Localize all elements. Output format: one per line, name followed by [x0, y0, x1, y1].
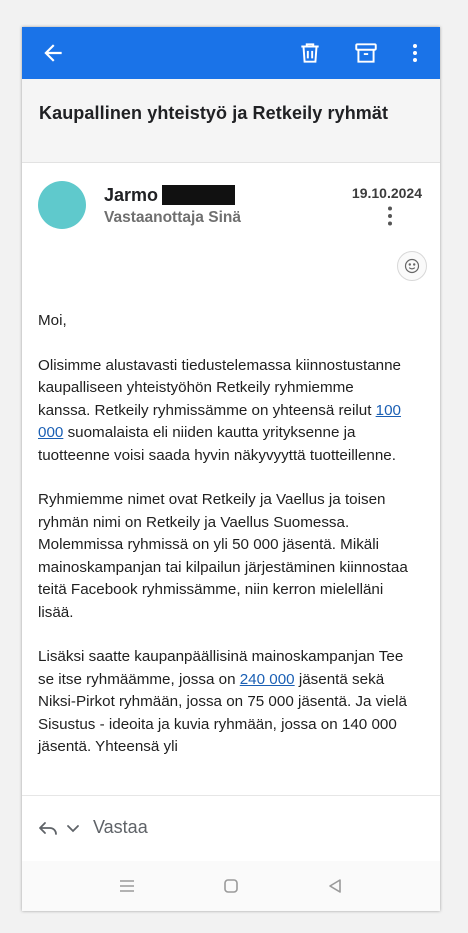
body-paragraph-1: Olisimme alustavasti tiedustelemassa kiinnostustanne kaupalliseen yhteistyöhön Retkeily ryhmiemme kanssa. Retkeily ryhmissämme on yhteensä reilut 100 000 suomalaista eli niiden kautta yrityksenne ja tuotteenne voisi saada hyvin näkyvyyttä tuotteillenne.	[38, 356, 401, 464]
reply-options-button[interactable]	[65, 820, 81, 836]
top-app-bar	[22, 27, 440, 79]
sender-name[interactable]: Jarmo	[104, 185, 159, 205]
email-app-screen	[22, 27, 440, 911]
body-paragraph-2: Ryhmiemme nimet ovat Retkeily ja Vaellus ja toisen ryhmän nimi on Retkeily ja Vaellus Suomessa. Molemmissa ryhmissä on yli 50 000 jäsentä. Mikäli mainoskampanjan tai kilpailun järjestäminen kiinnostaa teitä Facebook ryhmissämme, niin kerron mielelläni lisää.	[38, 491, 408, 621]
arrow-left-icon	[40, 40, 66, 66]
body-paragraph-3: Lisäksi saatte kaupanpäällisinä mainoskampanjan Tee se itse ryhmäämme, jossa on 240 000 jäsentä sekä Niksi-Pirkot ryhmään, jossa on 75 000 jäsentä. Ja vielä Sisustus - ideoita ja kuvia ryhmään, jossa on 140 000 jäsentä. Yhteensä yli	[38, 648, 407, 755]
email-body	[38, 310, 410, 781]
more-vertical-icon	[383, 205, 397, 227]
delete-button[interactable]	[292, 35, 328, 71]
archive-icon	[353, 40, 379, 66]
redacted-surname	[162, 185, 235, 205]
body-greeting: Moi,	[38, 312, 67, 329]
message-date: 19.10.2024	[351, 185, 422, 201]
square-icon	[221, 877, 241, 895]
triangle-back-icon	[325, 877, 345, 895]
phone-link-2[interactable]: 240 000	[239, 670, 295, 688]
archive-button[interactable]	[348, 35, 384, 71]
more-options-button[interactable]	[397, 35, 433, 71]
recipient-line[interactable]: Vastaanottaja Sinä	[104, 209, 241, 226]
reply-icon	[36, 816, 60, 840]
recents-button[interactable]	[117, 877, 137, 895]
reply-label[interactable]: Vastaa	[93, 817, 148, 837]
back-button[interactable]	[35, 35, 71, 71]
reply-bar	[22, 795, 440, 861]
chevron-down-icon	[65, 820, 81, 836]
phone-link-1[interactable]: 100 000	[38, 401, 401, 441]
menu-lines-icon	[117, 877, 137, 895]
system-navigation-bar	[22, 861, 440, 911]
smiley-icon	[404, 258, 420, 274]
system-back-button[interactable]	[325, 877, 345, 895]
more-vertical-icon	[403, 41, 427, 65]
add-reaction-button[interactable]	[397, 251, 427, 281]
reply-button[interactable]	[36, 816, 60, 840]
home-button[interactable]	[221, 877, 241, 895]
sender-avatar[interactable]	[38, 181, 86, 229]
email-subject: Kaupallinen yhteistyö ja Retkeily ryhmät	[39, 103, 389, 123]
subject-bar	[22, 79, 440, 163]
message-more-button[interactable]	[383, 205, 397, 227]
trash-icon	[297, 40, 323, 66]
